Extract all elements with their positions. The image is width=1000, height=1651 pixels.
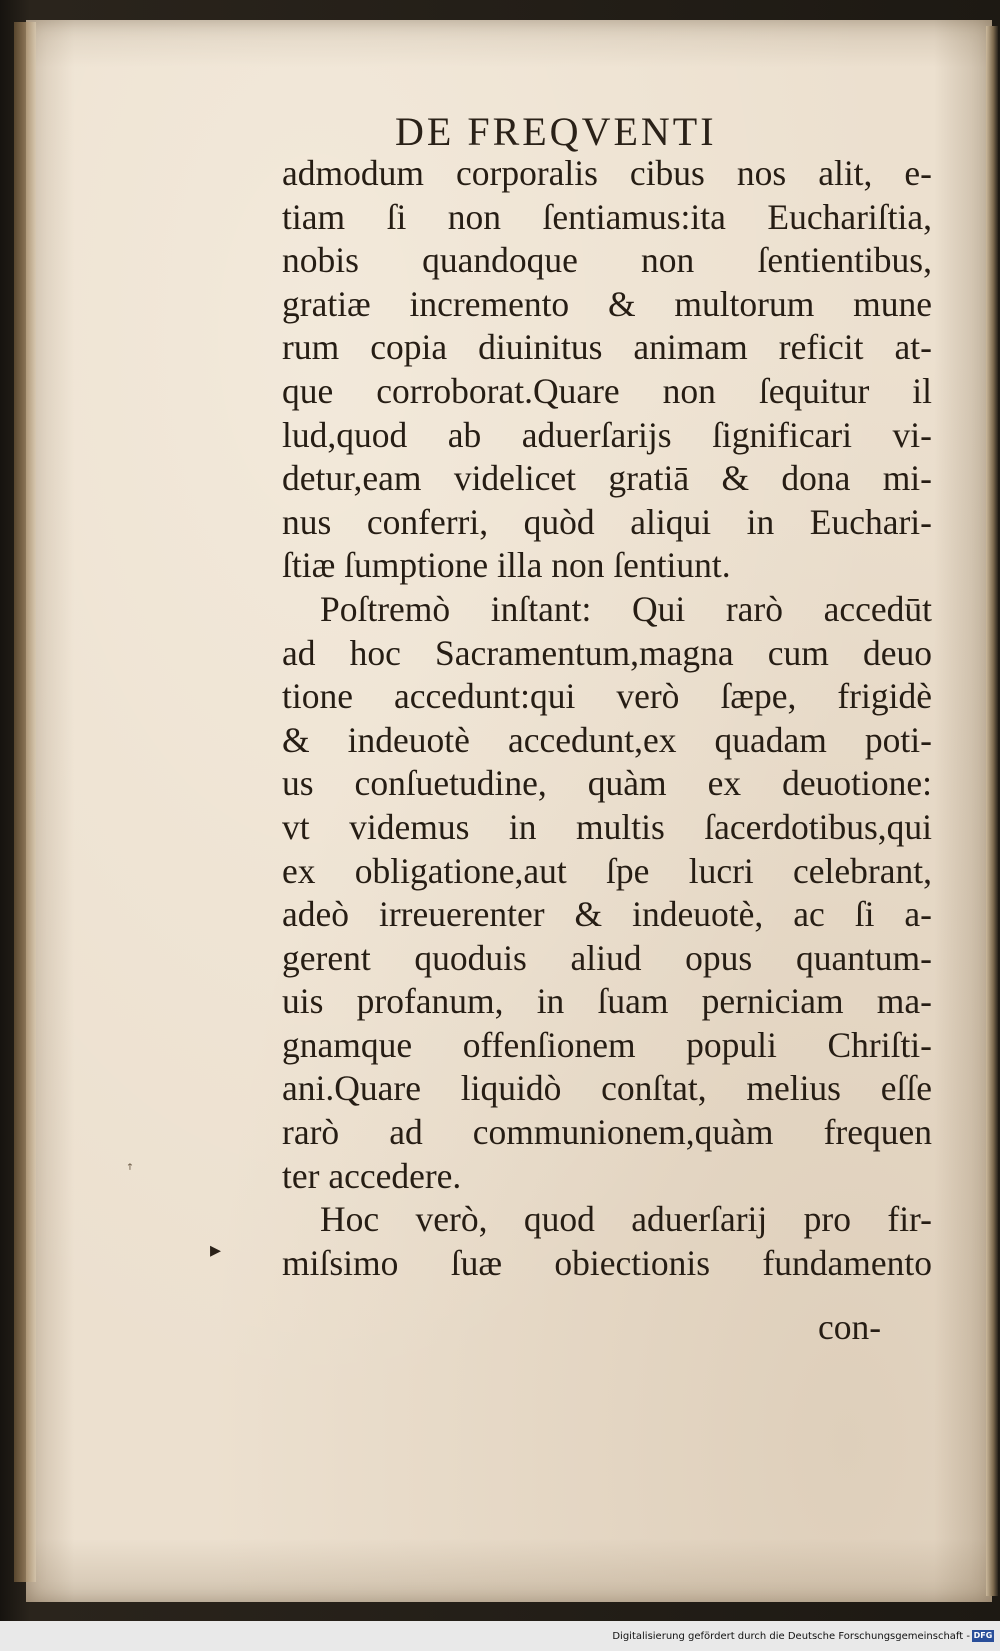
text-line: vt videmus in multis ſacerdotibus,qui — [282, 806, 932, 847]
text-line: ſtiæ ſumptione illa non ſentiunt. — [282, 545, 731, 586]
text-line: gnamque offenſionem populi Chriſti- — [282, 1024, 932, 1065]
text-line: nobis quandoque non ſentientibus, — [282, 240, 932, 281]
margin-pointer-mark: ▸ — [210, 1238, 222, 1263]
text-line: gerent quoduis aliud opus quantum- — [282, 937, 932, 978]
body-text — [282, 152, 932, 1285]
text-line: admodum corporalis cibus nos alit, e- — [282, 153, 932, 193]
dfg-logo: DFG — [973, 1631, 993, 1640]
text-line: ani.Quare liquidò conſtat, melius eſſe — [282, 1068, 932, 1109]
text-line: rarò ad communionem,quàm frequen — [282, 1112, 932, 1153]
digitization-credit: Digitalisierung gefördert durch die Deutsche Forschungsgemeinschaft - — [612, 1631, 970, 1642]
text-line: tiam ſi non ſentiamus:ita Euchariſtia, — [282, 196, 932, 237]
text-line: miſsimo ſuæ obiectionis fundamento — [282, 1242, 932, 1283]
text-line: us conſuetudine, quàm ex deuotione: — [282, 763, 932, 804]
text-line: & indeuotè accedunt,ex quadam poti- — [282, 719, 932, 760]
catchword: con- — [818, 1307, 882, 1347]
text-line: ter accedere. — [282, 1155, 462, 1196]
text-line: uis profanum, in ſuam perniciam ma- — [282, 981, 932, 1022]
text-line: tione accedunt:qui verò ſæpe, frigidè — [282, 676, 932, 717]
text-line: gratiæ incremento & multorum mune — [282, 283, 932, 324]
text-line: adeò irreuerenter & indeuotè, ac ſi a- — [282, 894, 932, 935]
paragraph-start-line: Poſtremò inſtant: Qui rarò accedūt — [320, 588, 932, 629]
text-line: ad hoc Sacramentum,magna cum deuo — [282, 632, 932, 673]
paragraph-start-line: Hoc verò, quod aduerſarij pro fir- — [320, 1199, 932, 1240]
page-gutter-edge — [14, 22, 36, 1582]
running-head: DE FREQVENTI — [395, 109, 717, 154]
text-line: lud,quod ab aduerſarijs ſignificari vi- — [282, 414, 932, 455]
text-line: rum copia diuinitus animam reficit at- — [282, 327, 932, 368]
text-line: detur,eam videlicet gratiā & dona mi- — [282, 458, 932, 499]
text-line: ex obligatione,aut ſpe lucri celebrant, — [282, 850, 932, 891]
page-fore-edge — [986, 26, 998, 1596]
text-line: nus conferri, quòd aliqui in Euchari- — [282, 501, 932, 542]
text-line: que corroborat.Quare non ſequitur il — [282, 370, 932, 411]
margin-annotation-mark: ꜛ — [127, 1160, 133, 1179]
